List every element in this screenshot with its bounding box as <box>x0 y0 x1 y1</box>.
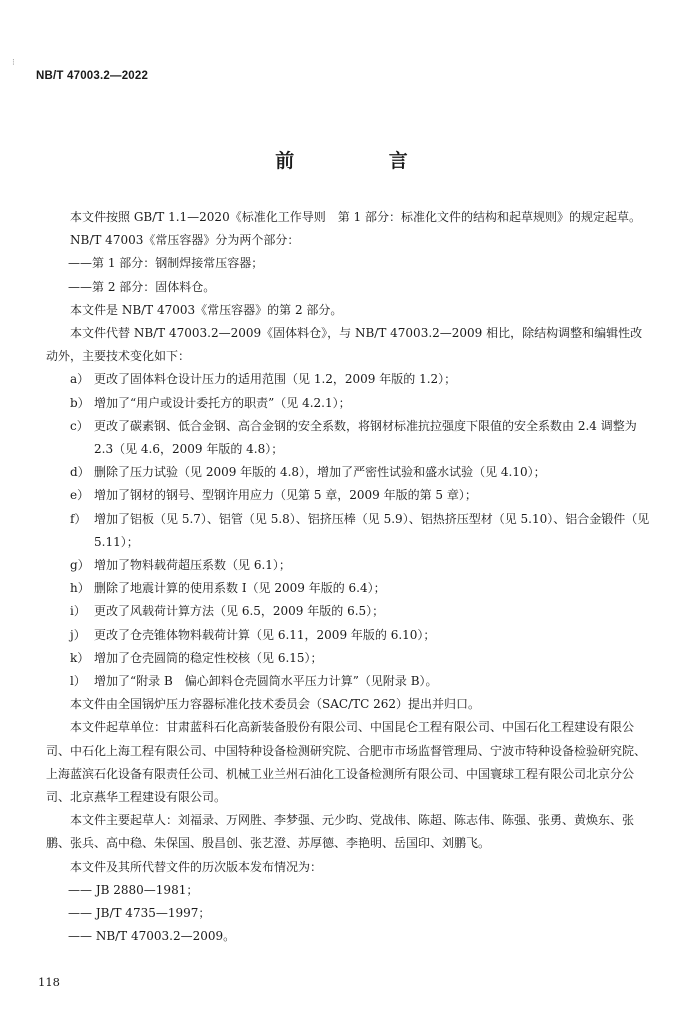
change-item-label: b） <box>70 395 90 410</box>
change-item <box>46 368 650 391</box>
change-item <box>46 647 650 670</box>
history-item: —— NB/T 47003.2—2009。 <box>68 929 236 944</box>
paragraph-parts-intro: NB/T 47003《常压容器》分为两个部分： <box>70 233 300 248</box>
page-number: 118 <box>38 975 60 989</box>
change-item-label: k） <box>70 650 90 665</box>
change-item <box>46 624 650 647</box>
change-item-label: j） <box>70 627 86 642</box>
change-item <box>46 392 650 415</box>
change-item-text: 删除了压力试验（见 2009 年版的 4.8），增加了严密性试验和盛水试验（见 4.10）； <box>94 465 546 480</box>
change-item-text: 更改了风载荷计算方法（见 6.5，2009 年版的 6.5）； <box>94 604 385 619</box>
change-item <box>46 508 650 554</box>
change-item-text: 增加了仓壳圆筒的稳定性校核（见 6.15）； <box>94 650 323 665</box>
change-item-label: h） <box>70 581 90 596</box>
change-item-label: l） <box>70 674 86 689</box>
change-item <box>46 600 650 623</box>
foreword-body <box>46 206 650 949</box>
change-item-text: 增加了铝板（见 5.7）、铝管（见 5.8）、铝挤压棒（见 5.9）、铝热挤压型材（见 5.10）、铝合金锻件（见 5.11）； <box>94 511 650 549</box>
change-item-text: 增加了钢材的钢号、型钢许用应力（见第 5 章，2009 年版的第 5 章）； <box>94 488 477 503</box>
change-item <box>46 577 650 600</box>
change-item-text: 增加了“用户或设计委托方的职责”（见 4.2.1）； <box>94 395 351 410</box>
change-item <box>46 484 650 507</box>
history-item: —— JB/T 4735—1997； <box>68 906 211 921</box>
change-item <box>46 554 650 577</box>
change-item-label: g） <box>70 558 90 573</box>
part-item: ——第 1 部分：钢制焊接常压容器； <box>68 256 264 271</box>
change-item-label: i） <box>70 604 86 619</box>
paragraph-drafting-rules: 本文件按照 GB/T 1.1—2020《标准化工作导则 第 1 部分：标准化文件的结构和起草规则》的规定起草。 <box>70 210 641 224</box>
change-item-text: 更改了仓壳锥体物料载荷计算（见 6.11，2009 年版的 6.10）； <box>94 627 436 642</box>
change-item-label: c） <box>70 418 89 433</box>
change-item <box>46 461 650 484</box>
change-item-text: 删除了地震计算的使用系数 I（见 2009 年版的 6.4）； <box>94 581 386 596</box>
paragraph-drafters: 本文件主要起草人：刘福录、万网胜、李梦强、元少昀、党战伟、陈超、陈志伟、陈强、张勇、黄焕东、张鹏、张兵、高中稳、朱保国、殷昌创、张艺澄、苏厚德、李艳明、岳国印、刘鹏飞。 <box>46 813 635 851</box>
paragraph-history-intro: 本文件及其所代替文件的历次版本发布情况为： <box>70 859 323 874</box>
part-item: ——第 2 部分：固体料仓。 <box>68 279 216 294</box>
paragraph-part-statement: 本文件是 NB/T 47003《常压容器》的第 2 部分。 <box>70 302 343 317</box>
change-item-label: a） <box>70 372 90 387</box>
change-item-text: 增加了“附录 B 偏心卸料仓壳圆筒水平压力计算”（见附录 B）。 <box>94 674 438 689</box>
page-title: 前 言 <box>275 150 452 172</box>
change-item <box>46 415 650 461</box>
history-item: —— JB 2880—1981； <box>68 882 199 897</box>
standard-code-header: NB/T 47003.2—2022 <box>36 70 149 82</box>
change-item-text: 增加了物料载荷超压系数（见 6.1）； <box>94 558 291 573</box>
change-item-text: 更改了固体料仓设计压力的适用范围（见 1.2，2009 年版的 1.2）； <box>94 372 457 387</box>
paragraph-replacement: 本文件代替 NB/T 47003.2—2009《固体料仓》，与 NB/T 47003.2—2009 相比，除结构调整和编辑性改动外，主要技术变化如下： <box>46 326 643 364</box>
change-item-label: f） <box>70 511 87 526</box>
scan-margin-mark: ⁝ <box>12 58 15 68</box>
change-item-text: 更改了碳素钢、低合金钢、高合金钢的安全系数，将钢材标准抗拉强度下限值的安全系数由 2.4 调整为 2.3（见 4.6，2009 年版的 4.8）； <box>94 418 637 457</box>
change-item-label: e） <box>70 488 90 503</box>
change-item <box>46 670 650 693</box>
paragraph-drafting-units: 本文件起草单位：甘肃蓝科石化高新装备股份有限公司、中国昆仑工程有限公司、中国石化工程建设有限公司、中石化上海工程有限公司、中国特种设备检测研究院、合肥市市场监督管理局、宁波市特种设备检验研究院、上海蓝滨石化设备有限责任公司、机械工业兰州石油化工设备检测所有限公司、中国寰球工程有限公司北京分公司、北京燕华工程建设有限公司。 <box>46 720 647 805</box>
change-item-label: d） <box>70 465 90 480</box>
paragraph-proposer: 本文件由全国锅炉压力容器标准化技术委员会（SAC/TC 262）提出并归口。 <box>70 697 481 712</box>
